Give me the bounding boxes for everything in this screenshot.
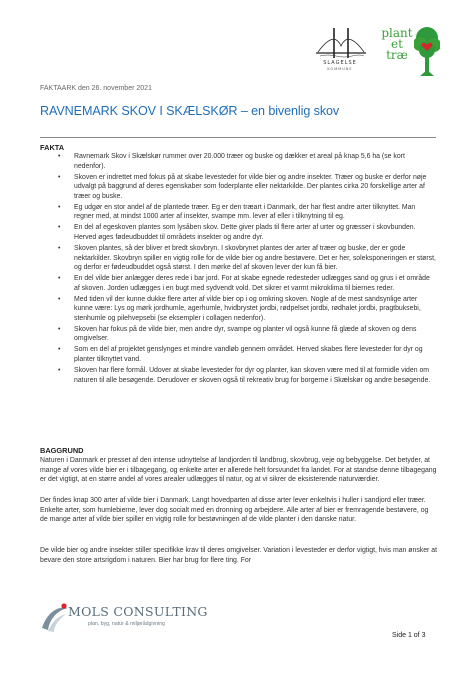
baggrund-paragraph-3: De vilde bier og andre insekter stiller specifikke krav til deres omgivelser. Variation i levesteder er derfor vigtigt, hvis man ønsker at bevare den store artsrigdom i naturen. Bier har brug for flere ting. For (40, 547, 438, 564)
baggrund-paragraph-2: Der findes knap 300 arter af vilde bier i Danmark. Langt hovedparten af disse arter lever enkeltvis i huller i sandjord eller træer. Enkelte arter, som humlebierne, lever dog socialt med en dronning og arbejdere. Alle arter af bier er fremragende bestøvere, og de mange arter af vilde bier spiller en vigtig rolle for bestøvningen af de vilde planter i den danske natur. (40, 497, 429, 524)
plant-logo-line1: plant (381, 26, 413, 40)
list-item: • En del af egeskoven plantes som lysåben skov. Dette giver plads til flere arter af urter og græsser i skovbunden. Herved øges fødeudbuddet til områdets insekter og andre dyr. (58, 223, 436, 242)
plant-logo-line3: træ (386, 48, 408, 62)
list-item: • Skoven er indrettet med fokus på at skabe levesteder for vilde bier og andre insekter. Træer og buske er derfor nøje udvalgt på baggrund af deres egenskaber som foderplante eller nektarkilde. Der plantes cirka 20 forskellige arter af træer og buske. (58, 173, 436, 202)
list-item: • En del vilde bier anlægger deres rede i bar jord. For at skabe egnede redesteder udlægges sand og grus i et område af skoven. Jorden udlægges i en bugt med sydvendt vold. Det sikrer et varmt mikroklima til biernes reder. (58, 274, 436, 293)
list-item: • Med tiden vil der kunne dukke flere arter af vilde bier op i og omkring skoven. Nogle af de mest sandsynlige arter kunne være: Lys og mørk jordhumle, agerhumle, hvidbrystet jordbi, rødpelset jordbi, rødhalet jordbi, pragtbuksebi, stenhumle og pilehvepsebi (se eksempler i collagen nedenfor). (58, 295, 436, 324)
baggrund-paragraph-1: Naturen i Danmark er presset af den intense udnyttelse af landjorden til landbrug, skovbrug, veje og bebyggelse. Det betyder, at mange af vores vilde bier er i tilbagegang, og enkelte arter er allerede helt forsvundet fra landet. For at standse denne tilbagegang er det vigtigt, at en større andel af vores arealer udlægges til natur, og at vi sikrer de eksisterende naturværdier. (40, 457, 437, 484)
mols-tagline: plan, byg, natur & miljørådgivning (88, 621, 165, 627)
list-item: • Skoven har flere formål. Udover at skabe levesteder for dyr og planter, kan skoven være med til at formidle viden om naturen til alle besøgende. Derudover er skoven også til rekreativ brug for borgerne i Skælskør og andre besøgende. (58, 366, 436, 385)
fakta-heading: FAKTA (40, 143, 65, 152)
plant-et-trae-logo (378, 22, 440, 82)
plant-logo-text (378, 28, 416, 61)
baggrund-heading: BAGGRUND (40, 446, 84, 455)
list-item: • Skoven har fokus på de vilde bier, men andre dyr, svampe og planter vil også kunne få glæde af skoven og dens omgivelser. (58, 325, 436, 344)
page-number: Side 1 of 3 (392, 632, 426, 639)
tree-heart-icon (414, 24, 440, 78)
list-item: • Ravnemark Skov i Skælskør rummer over 20.000 træer og buske og dækker et areal på knap 5,6 ha (se kort nedenfor). (58, 152, 436, 171)
list-item: • Eg udgør en stor andel af de plantede træer. Eg er den træart i Danmark, der har flest andre arter tilknyttet. Man regner med, at mindst 1000 arter af insekter, svampe mm. lever af eller i tilknytning til eg. (58, 203, 436, 222)
list-item: • Som en del af projektet genslynges et mindre vandløb gennem området. Herved skabes flere levesteder for dyr og planter tilknyttet vand. (58, 345, 436, 364)
plant-logo-line2: et (391, 37, 403, 51)
mols-consulting-logo (38, 600, 208, 636)
slagelse-logo-sub: KOMMUNE (327, 67, 353, 71)
fakta-list (58, 152, 436, 387)
swirl-logo-icon (38, 600, 72, 634)
document-date: FAKTAARK den 26. november 2021 (40, 85, 152, 92)
bridge-icon (316, 26, 366, 60)
list-item: • Skoven plantes, så der bliver et bredt skovbryn. I skovbrynet plantes der arter af træer og buske, der er gode nektarkilder. Skovbryn spiller en vigtig rolle for de vilde bier og andre bestøvere. Det er her, soleksponeringen er størst, og derfor er fødeudbuddet også størst. I den mørke del af skoven lever der kun få bier. (58, 244, 436, 273)
divider (40, 137, 436, 138)
page-title: RAVNEMARK SKOV I SKÆLSKØR – en bivenlig skov (40, 104, 340, 118)
mols-company-name: MOLS CONSULTING (68, 604, 208, 619)
slagelse-logo-name: SLAGELSE (323, 60, 357, 66)
